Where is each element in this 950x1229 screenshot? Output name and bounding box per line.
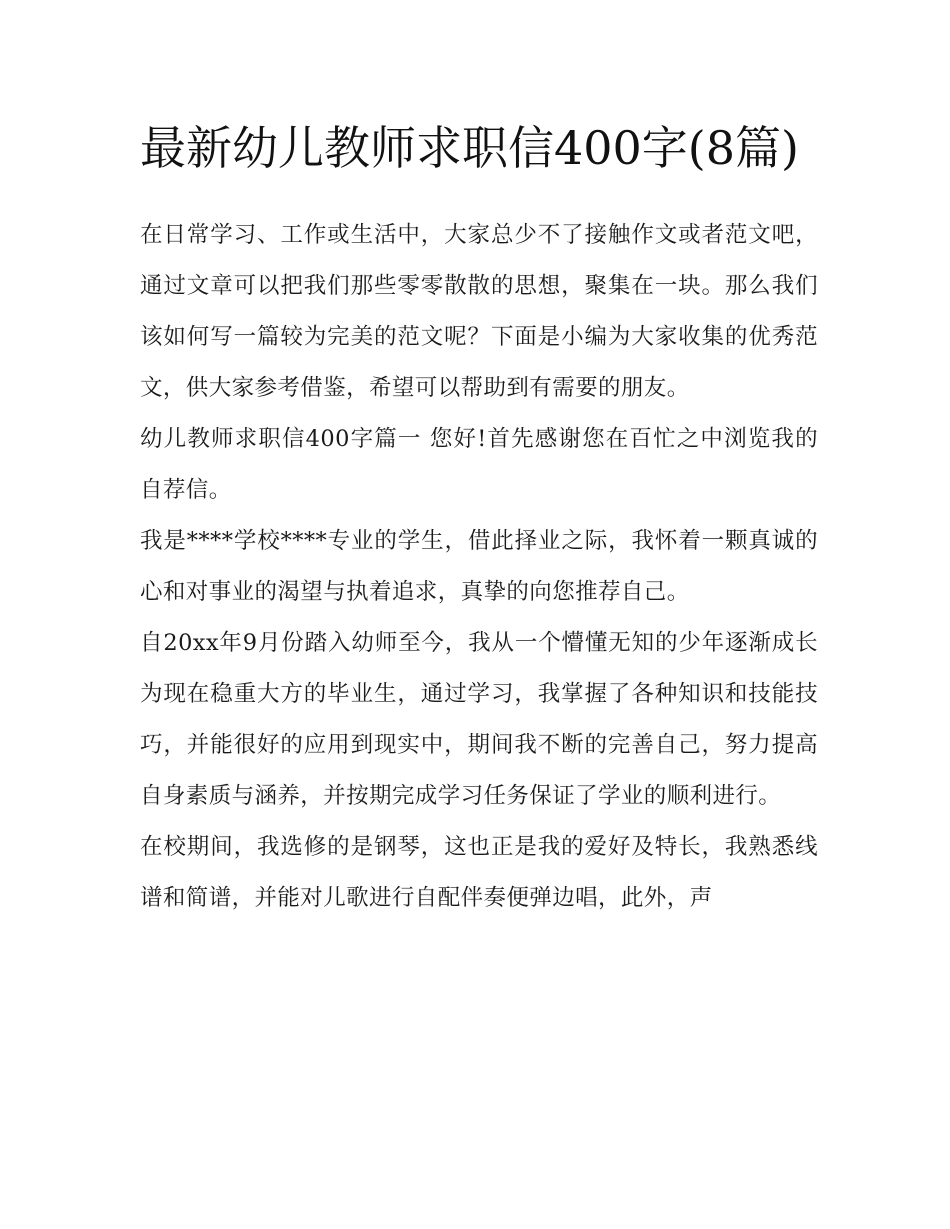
paragraph-intro: 在日常学习、工作或生活中，大家总少不了接触作文或者范文吧，通过文章可以把我们那些零零散散的思想，聚集在一块。那么我们该如何写一篇较为完美的范文呢？下面是小编为大家收集的优秀范文，供大家参考借鉴，希望可以帮助到有需要的朋友。	[140, 222, 818, 401]
paragraph-self-intro: 我是****学校****专业的学生，借此择业之际，我怀着一颗真诚的心和对事业的渴望与执着追求，真挚的向您推荐自己。	[140, 528, 818, 605]
paragraph-study: 自20xx年9月份踏入幼师至今，我从一个懵懂无知的少年逐渐成长为现在稳重大方的毕业生，通过学习，我掌握了各种知识和技能技巧，并能很好的应用到现实中，期间我不断的完善自己，努力提高自身素质与涵养，并按期完成学习任务保证了学业的顺利进行。	[140, 630, 818, 809]
document-body	[140, 112, 818, 924]
paragraph-skills: 在校期间，我选修的是钢琴，这也正是我的爱好及特长，我熟悉线谱和简谱，并能对儿歌进行自配伴奏便弹边唱，此外，声	[140, 834, 818, 911]
document-title: 最新幼儿教师求职信400字(8篇)	[140, 121, 799, 175]
paragraph-list	[140, 210, 818, 924]
paragraph-greeting: 幼儿教师求职信400字篇一 您好!首先感谢您在百忙之中浏览我的自荐信。	[140, 426, 818, 503]
